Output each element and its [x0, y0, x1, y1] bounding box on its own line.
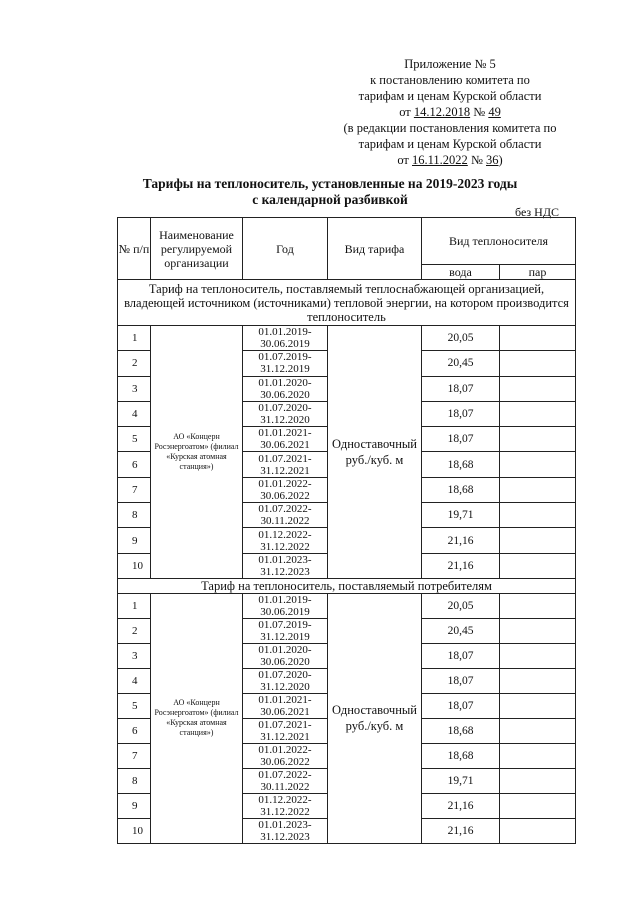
steam-tariff: [500, 643, 576, 668]
period-cell: [243, 452, 328, 477]
period-end: 31.12.2019: [260, 630, 310, 643]
section-title: Тариф на теплоноситель, поставляемый потребителям: [118, 578, 576, 593]
period-end: 30.06.2020: [260, 655, 310, 668]
steam-tariff: [500, 768, 576, 793]
organization-name: АО «Концерн Росэнергоатом» (филиал «Курская атомная станция»): [151, 326, 243, 579]
header-kind: Вид тарифа: [328, 218, 422, 280]
row-number: 3: [118, 376, 151, 401]
period-start: 01.07.2020-: [258, 668, 312, 681]
period-end: 30.06.2021: [260, 705, 310, 718]
row-number: 6: [118, 718, 151, 743]
amendment-number: 36: [486, 153, 499, 167]
section-title-row: [118, 578, 576, 593]
water-tariff: 18,07: [422, 668, 500, 693]
water-tariff: 19,71: [422, 503, 500, 528]
row-number: 6: [118, 452, 151, 477]
period-cell: [243, 768, 328, 793]
period-end: 30.06.2022: [260, 755, 310, 768]
row-number: 4: [118, 401, 151, 426]
period-end: 30.06.2020: [260, 388, 310, 401]
period-end: 31.12.2023: [260, 830, 310, 843]
period-cell: [243, 351, 328, 376]
period-start: 01.07.2022-: [258, 503, 312, 516]
header-steam: пар: [500, 265, 576, 280]
row-number: 9: [118, 793, 151, 818]
period-start: 01.07.2019-: [258, 351, 312, 364]
appendix-text: №: [467, 153, 486, 167]
row-number: 4: [118, 668, 151, 693]
steam-tariff: [500, 401, 576, 426]
period-cell: [243, 528, 328, 553]
period-end: 31.12.2020: [260, 680, 310, 693]
period-end: 31.12.2020: [260, 414, 310, 427]
tariff-kind-name: Одноставочный: [332, 703, 417, 718]
section-title: Тариф на теплоноситель, поставляемый теплоснабжающей организацией, владеющей источником (источниками) тепловой энергии, на котором производится теплоноситель: [118, 280, 576, 326]
row-number: 5: [118, 693, 151, 718]
period-cell: [243, 743, 328, 768]
water-tariff: 20,05: [422, 326, 500, 351]
period-start: 01.07.2021-: [258, 452, 312, 465]
title-line: с календарной разбивкой: [252, 192, 408, 207]
period-start: 01.01.2021-: [258, 427, 312, 440]
row-number: 2: [118, 618, 151, 643]
period-start: 01.07.2022-: [258, 768, 312, 781]
period-cell: [243, 401, 328, 426]
period-end: 31.12.2021: [260, 730, 310, 743]
row-number: 8: [118, 768, 151, 793]
period-end: 30.06.2022: [260, 489, 310, 502]
header-carrier: Вид теплоносителя: [422, 218, 576, 265]
period-end: 30.06.2021: [260, 439, 310, 452]
row-number: 1: [118, 593, 151, 618]
steam-tariff: [500, 503, 576, 528]
period-start: 01.12.2022-: [258, 528, 312, 541]
steam-tariff: [500, 693, 576, 718]
period-end: 30.11.2022: [260, 515, 310, 528]
water-tariff: 19,71: [422, 768, 500, 793]
header-row: [118, 218, 576, 265]
period-end: 31.12.2022: [260, 805, 310, 818]
header-water: вода: [422, 265, 500, 280]
steam-tariff: [500, 351, 576, 376]
period-cell: [243, 793, 328, 818]
appendix-text: №: [470, 105, 489, 119]
water-tariff: 18,07: [422, 693, 500, 718]
steam-tariff: [500, 618, 576, 643]
row-number: 10: [118, 818, 151, 843]
appendix-line: (в редакции постановления комитета по: [343, 121, 557, 135]
period-cell: [243, 326, 328, 351]
period-cell: [243, 376, 328, 401]
appendix-line: тарифам и ценам Курской области: [358, 89, 542, 103]
period-end: 30.06.2019: [260, 605, 310, 618]
steam-tariff: [500, 553, 576, 578]
period-cell: [243, 427, 328, 452]
period-start: 01.01.2023-: [258, 818, 312, 831]
water-tariff: 21,16: [422, 818, 500, 843]
steam-tariff: [500, 477, 576, 502]
steam-tariff: [500, 452, 576, 477]
appendix-line: к постановлению комитета по: [370, 73, 530, 87]
water-tariff: 18,68: [422, 452, 500, 477]
steam-tariff: [500, 793, 576, 818]
appendix-text: от: [397, 153, 413, 167]
tariff-unit: руб./куб. м: [345, 452, 404, 467]
period-cell: [243, 718, 328, 743]
header-org: Наименование регулируемой организации: [151, 218, 243, 280]
water-tariff: 18,07: [422, 376, 500, 401]
steam-tariff: [500, 376, 576, 401]
water-tariff: 20,05: [422, 593, 500, 618]
header-num: № п/п: [118, 218, 151, 280]
period-start: 01.01.2023-: [258, 553, 312, 566]
document-title: [110, 176, 550, 208]
period-start: 01.12.2022-: [258, 793, 312, 806]
appendix-line: тарифам и ценам Курской области: [358, 137, 542, 151]
row-number: 9: [118, 528, 151, 553]
period-start: 01.01.2020-: [258, 643, 312, 656]
appendix-line: [330, 152, 570, 168]
organization-name: АО «Концерн Росэнергоатом» (филиал «Курская атомная станция»): [151, 593, 243, 843]
tariff-kind: [328, 593, 422, 843]
water-tariff: 18,07: [422, 427, 500, 452]
title-line: Тарифы на теплоноситель, установленные на 2019-2023 годы: [142, 176, 518, 191]
period-start: 01.01.2020-: [258, 376, 312, 389]
appendix-header: [330, 56, 570, 168]
period-cell: [243, 477, 328, 502]
period-start: 01.01.2019-: [258, 593, 312, 606]
water-tariff: 18,68: [422, 477, 500, 502]
tariff-unit: руб./куб. м: [345, 719, 404, 734]
period-cell: [243, 553, 328, 578]
period-cell: [243, 693, 328, 718]
water-tariff: 21,16: [422, 793, 500, 818]
period-end: 31.12.2021: [260, 464, 310, 477]
steam-tariff: [500, 743, 576, 768]
header-year: Год: [243, 218, 328, 280]
water-tariff: 18,68: [422, 718, 500, 743]
period-start: 01.07.2019-: [258, 618, 312, 631]
tariff-kind: [328, 326, 422, 579]
steam-tariff: [500, 818, 576, 843]
amendment-date: 16.11.2022: [412, 153, 468, 167]
section-title-row: [118, 280, 576, 326]
period-cell: [243, 593, 328, 618]
row-number: 10: [118, 553, 151, 578]
water-tariff: 18,68: [422, 743, 500, 768]
period-cell: [243, 818, 328, 843]
water-tariff: 18,07: [422, 643, 500, 668]
table-row: [118, 326, 576, 351]
steam-tariff: [500, 593, 576, 618]
period-start: 01.07.2020-: [258, 402, 312, 415]
row-number: 8: [118, 503, 151, 528]
water-tariff: 18,07: [422, 401, 500, 426]
period-start: 01.07.2021-: [258, 718, 312, 731]
row-number: 1: [118, 326, 151, 351]
period-cell: [243, 618, 328, 643]
period-end: 31.12.2019: [260, 363, 310, 376]
row-number: 2: [118, 351, 151, 376]
water-tariff: 20,45: [422, 618, 500, 643]
period-end: 31.12.2022: [260, 540, 310, 553]
appendix-line: [330, 104, 570, 120]
steam-tariff: [500, 326, 576, 351]
appendix-text: ): [498, 153, 503, 167]
tariff-kind-name: Одноставочный: [332, 436, 417, 451]
period-cell: [243, 503, 328, 528]
table-row: [118, 593, 576, 618]
row-number: 7: [118, 477, 151, 502]
water-tariff: 21,16: [422, 528, 500, 553]
period-start: 01.01.2021-: [258, 693, 312, 706]
resolution-number: 49: [488, 105, 501, 119]
period-cell: [243, 643, 328, 668]
row-number: 5: [118, 427, 151, 452]
period-start: 01.01.2022-: [258, 477, 312, 490]
water-tariff: 20,45: [422, 351, 500, 376]
period-start: 01.01.2019-: [258, 326, 312, 339]
steam-tariff: [500, 528, 576, 553]
row-number: 3: [118, 643, 151, 668]
water-tariff: 21,16: [422, 553, 500, 578]
resolution-date: 14.12.2018: [413, 105, 471, 119]
period-start: 01.01.2022-: [258, 743, 312, 756]
appendix-line: Приложение № 5: [404, 57, 496, 71]
steam-tariff: [500, 718, 576, 743]
period-cell: [243, 668, 328, 693]
period-end: 30.11.2022: [260, 780, 310, 793]
period-end: 31.12.2023: [260, 565, 310, 578]
tariff-table: [117, 217, 576, 844]
appendix-text: от: [399, 105, 414, 119]
steam-tariff: [500, 427, 576, 452]
steam-tariff: [500, 668, 576, 693]
row-number: 7: [118, 743, 151, 768]
vat-note: без НДС: [515, 205, 560, 219]
period-end: 30.06.2019: [260, 338, 310, 351]
